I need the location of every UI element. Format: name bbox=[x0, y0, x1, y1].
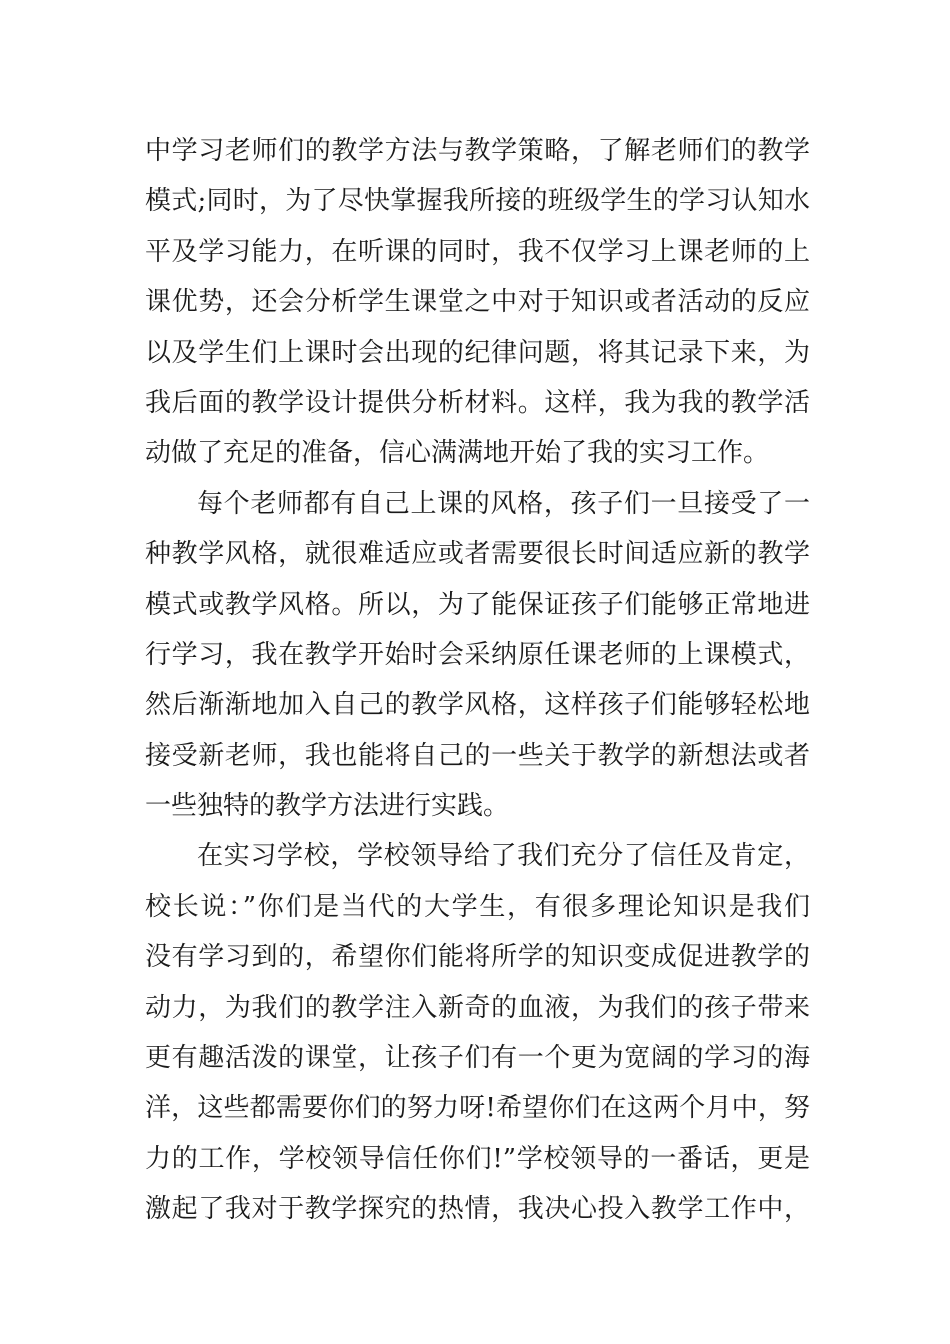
text-line: 力的工作，学校领导信任你们!”学校领导的一番话，更是 bbox=[145, 1143, 810, 1174]
text-line: 行学习，我在教学开始时会采纳原任课老师的上课模式， bbox=[145, 639, 810, 670]
paragraph-first-line: 在实习学校，学校领导给了我们充分了信任及肯定， bbox=[197, 841, 810, 872]
text-line: 模式;同时，为了尽快掌握我所接的班级学生的学习认知水 bbox=[145, 186, 810, 217]
text-line: 没有学习到的，希望你们能将所学的知识变成促进教学的 bbox=[145, 942, 810, 973]
text-line: 课优势，还会分析学生课堂之中对于知识或者活动的反应 bbox=[145, 287, 810, 318]
text-line: 一些独特的教学方法进行实践。 bbox=[145, 791, 510, 822]
text-line: 然后渐渐地加入自己的教学风格，这样孩子们能够轻松地 bbox=[145, 690, 810, 721]
text-line: 以及学生们上课时会出现的纪律问题，将其记录下来，为 bbox=[145, 337, 810, 368]
text-line: 动力，为我们的教学注入新奇的血液，为我们的孩子带来 bbox=[145, 992, 810, 1023]
text-line: 模式或教学风格。所以，为了能保证孩子们能够正常地进 bbox=[145, 589, 810, 620]
text-line: 中学习老师们的教学方法与教学策略，了解老师们的教学 bbox=[145, 136, 810, 166]
body-text bbox=[145, 126, 810, 1235]
text-line: 平及学习能力，在听课的同时，我不仅学习上课老师的上 bbox=[145, 236, 810, 267]
text-line: 洋，这些都需要你们的努力呀!希望你们在这两个月中，努 bbox=[145, 1093, 810, 1124]
text-line: 种教学风格，就很难适应或者需要很长时间适应新的教学 bbox=[145, 539, 810, 570]
paragraph-first-line: 每个老师都有自己上课的风格，孩子们一旦接受了一 bbox=[197, 488, 810, 519]
text-line: 激起了我对于教学探究的热情，我决心投入教学工作中， bbox=[145, 1194, 810, 1225]
text-line: 接受新老师，我也能将自己的一些关于教学的新想法或者 bbox=[145, 740, 810, 771]
text-line: 更有趣活泼的课堂，让孩子们有一个更为宽阔的学习的海 bbox=[145, 1043, 810, 1074]
text-line: 校长说：”你们是当代的大学生，有很多理论知识是我们 bbox=[145, 891, 810, 922]
text-line: 动做了充足的准备，信心满满地开始了我的实习工作。 bbox=[145, 438, 770, 469]
text-line: 我后面的教学设计提供分析材料。这样，我为我的教学活 bbox=[145, 387, 810, 418]
